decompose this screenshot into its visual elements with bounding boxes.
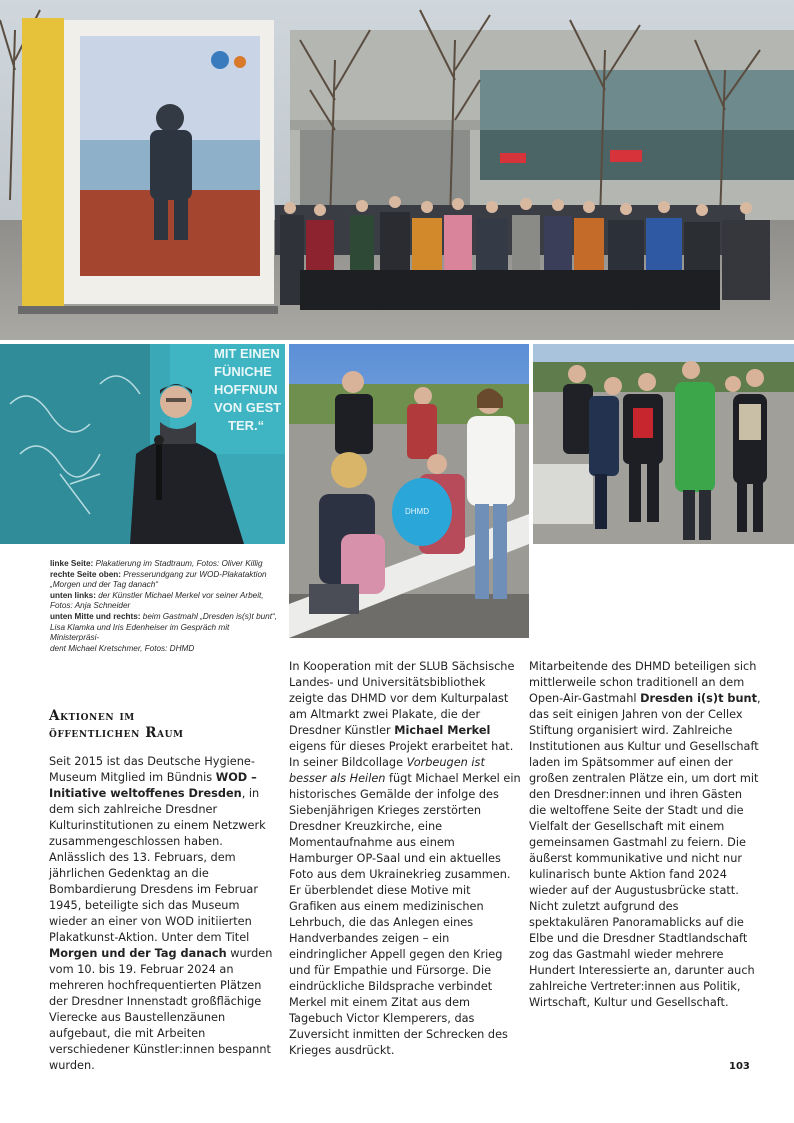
emphasis-wod: WOD – Initiative weltoffenes Dresden bbox=[49, 771, 257, 800]
group-photo-icon bbox=[0, 0, 794, 340]
body-column-1: Seit 2015 ist das Deutsche Hygiene-Museum Mitglied im Bündnis WOD – Initiative weltoffenes Dresden, in dem sich zahlreiche Dresdner Kulturinstitutionen zu einem Netzwerk zusammengeschlossen haben. Anlässlich des 13. Februars, dem jährlichen Gedenktag an die Bombardierung Dresdens im Februar 1945, beteiligte sich das Museum wieder an einer von WOD initiierten Plakatkunst-Aktion. Unter dem Titel Morgen und der Tag danach wurden vom 10. bis 19. Februar 2024 an mehreren hochfrequentierten Plätzen der Dresdner Innenstadt großflächige Vierecke aus Baustellenzäunen aufgebaut, die mit Arbeiten verschiedener Künstler:innen bespannt wurden. bbox=[49, 755, 273, 1072]
speaker-photo-icon bbox=[0, 344, 285, 544]
caption-line: Fotos: Anja Schneider bbox=[50, 601, 131, 611]
caption-line: unten links: der Künstler Michael Merkel vor seiner Arbeit, bbox=[50, 590, 264, 600]
dinner-photo-icon bbox=[289, 344, 529, 638]
section-heading-line-2: öffentlichen Raum bbox=[49, 725, 184, 741]
poster-text-2: FÜNICHE bbox=[214, 364, 272, 379]
emphasis-artist: Michael Merkel bbox=[394, 724, 491, 737]
crowd-photo-icon bbox=[533, 344, 794, 544]
caption-line: linke Seite: Plakatierung im Stadtraum, Fotos: Oliver Killig bbox=[50, 559, 263, 568]
emphasis-event: Dresden i(s)t bunt bbox=[640, 692, 757, 705]
caption-line: „Morgen und der Tag danach“ bbox=[50, 580, 159, 590]
emphasis-title: Morgen und der Tag danach bbox=[49, 947, 227, 960]
caption-line: rechte Seite oben: Presserundgang zur WOD-Plakataktion bbox=[50, 569, 267, 579]
section-heading bbox=[49, 708, 279, 742]
body-column-2: In Kooperation mit der SLUB Sächsische Landes- und Universitätsbibliothek zeigte das DHMD vor dem Kulturpalast am Altmarkt zwei Plakate, die der Dresdner Künstler Michael Merkel eigens für dieses Projekt erarbeitet hat. In seiner Bildcollage Vorbeugen ist besser als Heilen fügt Michael Merkel ein historisches Gemälde der infolge des Siebenjährigen Krieges zerstörten Dresdner Kreuzkirche, eine Momentaufnahme aus einem Hamburger OP-Saal und ein aktuelles Foto aus dem Ukrainekrieg zusammen. Er überblendet diese Motive mit Grafiken aus einem medizinischen Lehrbuch, die das Anlegen eines Handverbandes zeigen – ein eindringlicher Appell gegen den Krieg und für Empathie und Fürsorge. Die eindrückliche Bildsprache verbindet Merkel mit einem Zitat aus dem Tagebuch Victor Klemperers, das Zuversicht inmitten der Schrecken des Krieges ausdrückt. bbox=[289, 660, 521, 1057]
body-column-3: Mitarbeitende des DHMD beteiligen sich mittlerweile schon traditionell an dem Open-Air-Gastmahl Dresden i(s)t bunt, das seit einigen Jahren von der Cellex Stiftung organisiert wird. Zahlreiche Institutionen aus Kultur und Gesellschaft laden im Spätsommer auf einen der großen zentralen Plätze ein, um dort mit den Dresdner:innen und ihren Gästen die weltoffene Seite der Stadt und die Vielfalt der Gesellschaft mit einem gemeinsamen Gastmahl zu feiern. Die äußerst kommunikative und nicht nur kulinarisch bunte Aktion fand 2024 wieder auf der Augustusbrücke statt. Nicht zuletzt aufgrund des spektakulären Panoramablicks auf die Elbe und die Dresdner Stadtlandschaft zog das Gastmahl wieder mehrere Hundert Interessierte an, darunter auch zahlreiche Vertreter:innen aus Politik, Wirtschaft, Kultur und Gesellschaft. bbox=[529, 660, 761, 1009]
emphasis-artwork: Vorbeugen ist besser als Heilen bbox=[289, 756, 485, 785]
group-photo bbox=[0, 0, 794, 340]
poster-text-4: VON GEST bbox=[214, 400, 282, 415]
photo-caption bbox=[50, 559, 278, 654]
balloon-text: DHMD bbox=[405, 507, 429, 516]
caption-line: Lisa Klamka und Iris Edenheiser im Gespräch mit Ministerpräsi- bbox=[50, 622, 230, 643]
caption-line: unten Mitte und rechts: beim Gastmahl „Dresden is(s)t bunt“, bbox=[50, 611, 278, 621]
section-heading-line-1: Aktionen im bbox=[49, 708, 135, 724]
speaker-photo bbox=[0, 344, 285, 544]
page-number: 103 bbox=[729, 1061, 750, 1072]
poster-text-3: HOFFNUN bbox=[214, 382, 278, 397]
dinner-photo bbox=[289, 344, 529, 638]
crowd-photo bbox=[533, 344, 794, 544]
caption-line: dent Michael Kretschmer, Fotos: DHMD bbox=[50, 643, 195, 653]
poster-text-5: TER.“ bbox=[228, 418, 265, 433]
poster-text-1: MIT EINEN bbox=[214, 346, 280, 361]
